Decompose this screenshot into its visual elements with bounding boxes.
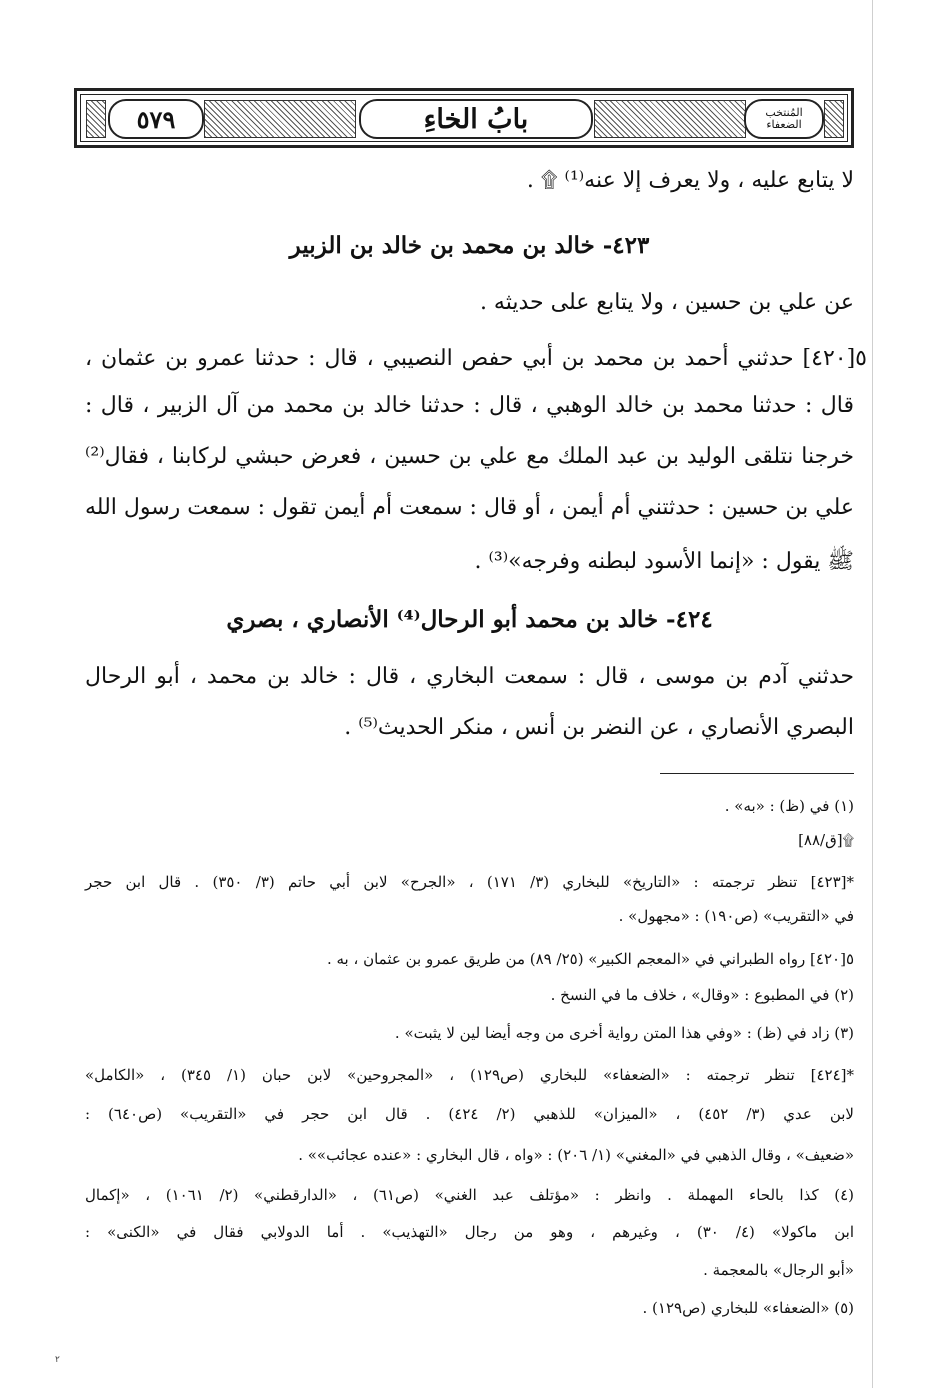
footnote-line: (١) في (ظ) : «به» . [724,797,854,815]
footnote-line: (٣) زاد في (ظ) : «وفي هذا المتن رواية أخرى من وجه أيضا لين لا يثبت» . [394,1024,854,1042]
footnote-line: ۩[ق/٨٨] [798,831,854,849]
footnote-line: (٥) «الضعفاء» للبخاري (ص١٢٩) . [642,1299,854,1317]
body-line: ٥[٤٢٠] حدثني أحمد بن محمد بن أبي حفص النصيبي ، قال : حدثنا عمرو بن عثمان ، [85,346,867,371]
ornament-icon [204,100,356,138]
footnote-line: ابن ماكولا» (٤/ ٣٠) ، وغيرهم ، وهو من رجال «التهذيب» . أما الدولابي فقال في «الكنى» : [85,1223,854,1241]
footnote-line: ٥[٤٢٠] رواه الطبراني في «المعجم الكبير» (٢٥/ ٨٩) من طريق عمرو بن عثمان ، به . [326,950,854,968]
footnote-line: لابن عدي (٣/ ٤٥٢) ، «الميزان» للذهبي (٢/ ٤٢٤) . قال ابن حجر في «التقريب» (ص٦٤٠) : [85,1105,854,1123]
body-line: حدثني آدم بن موسى ، قال : سمعت البخاري ، قال : خالد بن محمد ، أبو الرحال [85,664,854,689]
ornament-icon [824,100,844,138]
footnote-line: في «التقريب» (ص١٩٠) : «مجهول» . [618,907,854,925]
footnote-line: «أبو الرجال» بالمعجمة . [703,1261,854,1279]
ornament-icon [594,100,746,138]
page-header [74,88,854,148]
footnote-line: «ضعيف» ، وقال الذهبي في «المغني» (١/ ٢٠٦) : «واه ، قال البخاري : «عنده عجائب»» . [298,1146,854,1164]
entry-heading: ٤٢٤- خالد بن محمد أبو الرحال⁽⁴⁾ الأنصاري ، بصري [226,606,713,633]
footnote-separator [660,773,854,774]
body-line: عن علي بن حسين ، ولا يتابع على حديثه . [479,290,854,315]
ornament-icon [86,100,106,138]
page-number: ٥٧٩ [108,99,204,139]
footnote-line: *[٤٢٤] تنظر ترجمته : «الضعفاء» للبخاري (ص١٢٩) ، «المجروحين» لابن حبان (١/ ٣٤٥) ، «الكامل» [85,1066,854,1084]
chapter-title: بابُ الخاءِ [359,99,593,139]
body-line: علي بن حسين : حدثتني أم أيمن ، أو قال : سمعت أم أيمن تقول : سمعت رسول الله [85,495,854,520]
margin-mark: ٢ [55,1355,60,1365]
book-logo: المُنتخب الضعفاء [744,99,824,139]
footnote-line: (٤) كذا بالحاء المهملة . وانظر : «مؤتلف عبد الغني» (ص٦١) ، «الدارقطني» (٢/ ١٠٦١) ، «إكمال [85,1186,854,1204]
body-line: خرجنا نتلقى الوليد بن عبد الملك مع علي بن حسين ، فعرض حبشي لركابنا ، فقال⁽²⁾ [85,444,854,469]
page-edge [872,0,873,1388]
body-line: ﷺ يقول : «إنما الأسود لبطنه وفرجه»⁽³⁾ . [474,549,854,574]
body-line: البصري الأنصاري ، عن النضر بن أنس ، منكر الحديث⁽⁵⁾ . [344,715,854,740]
body-line: لا يتابع عليه ، ولا يعرف إلا عنه⁽¹⁾ ۩ . [526,168,854,193]
entry-heading: ٤٢٣- خالد بن محمد بن خالد بن الزبير [289,232,650,259]
body-line: قال : حدثنا محمد بن خالد الوهبي ، قال : حدثنا خالد بن محمد من آل الزبير ، قال : [85,393,854,418]
footnote-line: (٢) في المطبوع : «وقال» ، خلاف ما في النسخ . [550,986,854,1004]
footnote-line: *[٤٢٣] تنظر ترجمته : «التاريخ» للبخاري (٣/ ١٧١) ، «الجرح» لابن أبي حاتم (٣/ ٣٥٠) . قال ابن حجر [85,873,855,891]
